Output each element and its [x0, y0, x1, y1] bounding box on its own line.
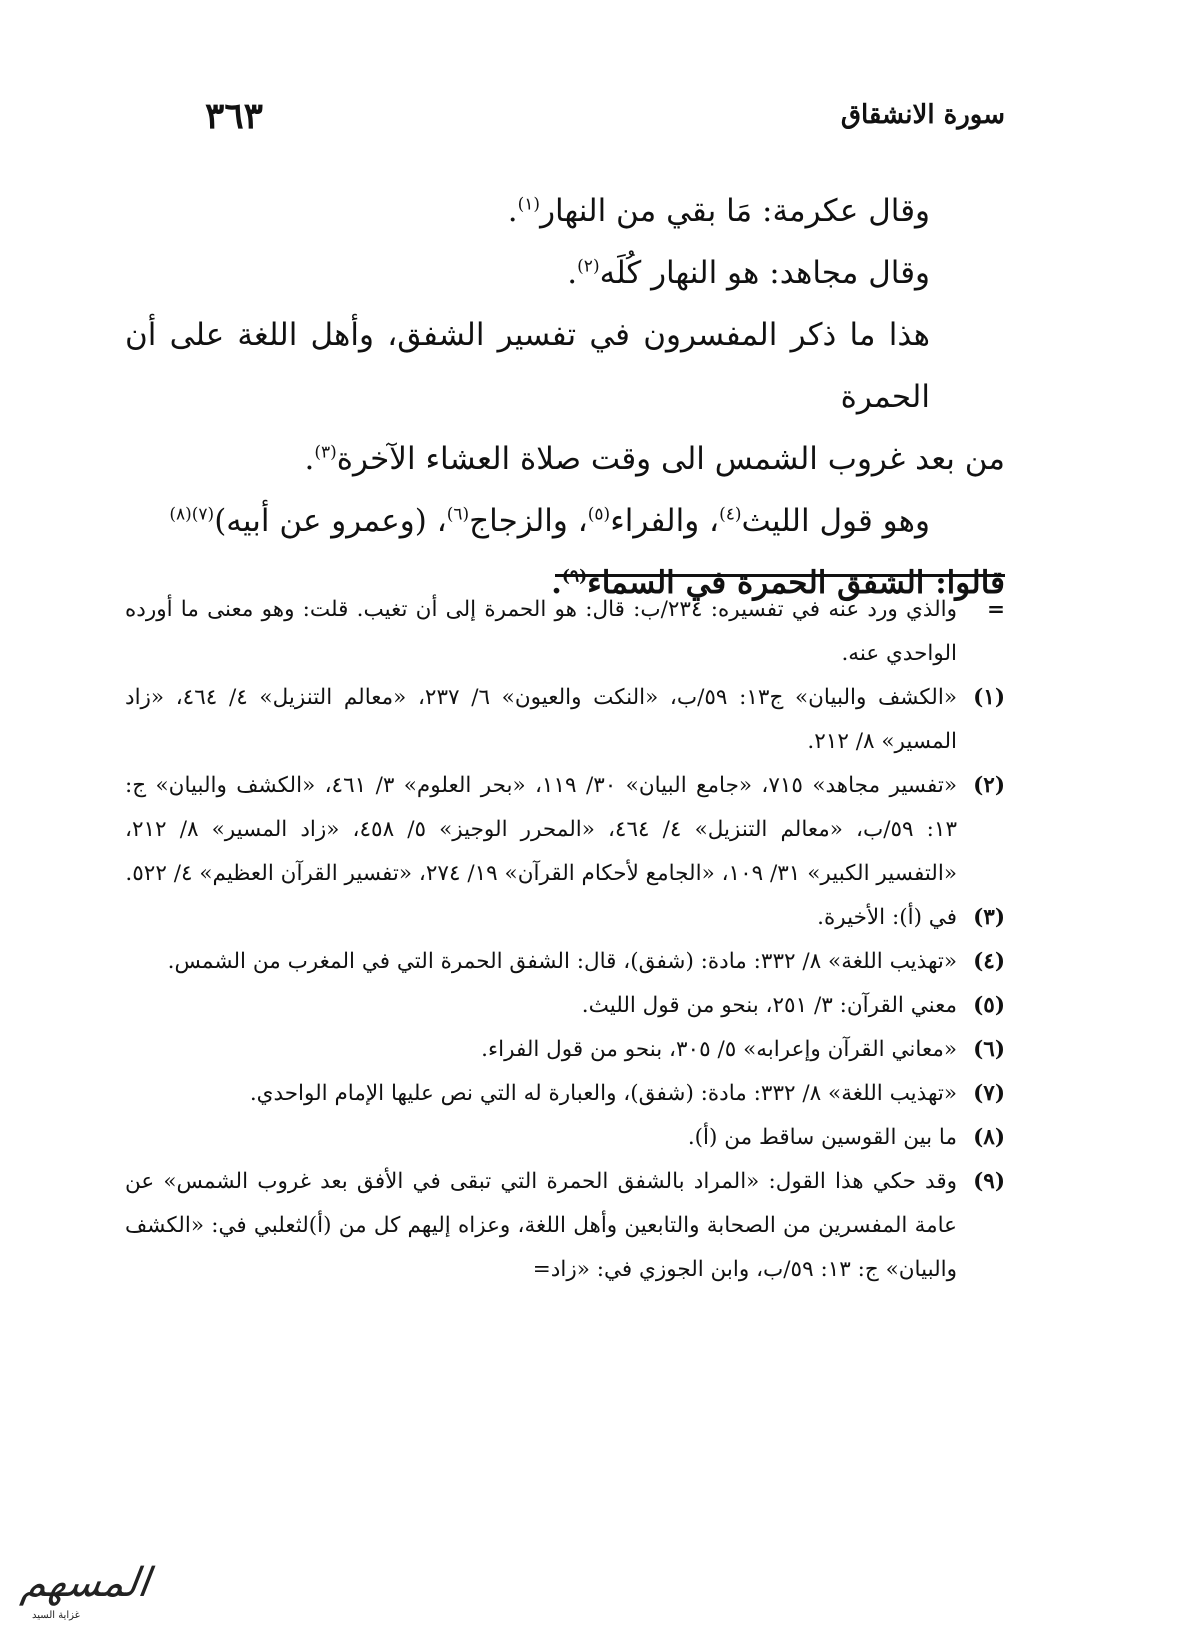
main-line-5-part-d: ، (وعمرو عن أبيه)	[214, 503, 447, 539]
main-line-1	[125, 180, 1005, 242]
footnote-number: (٨)	[973, 1125, 1005, 1150]
footnotes	[125, 588, 1005, 1292]
footnote-text: في (أ): الأخيرة.	[817, 905, 957, 930]
main-line-5-part-b: ، والفراء	[610, 503, 720, 539]
main-line-5	[125, 490, 1005, 552]
main-line-4-end: .	[304, 441, 315, 477]
watermark-logo	[12, 1560, 153, 1630]
footnote-ref-1: (١)	[517, 194, 541, 215]
main-line-2-end: .	[567, 255, 578, 291]
footnote-8	[125, 1116, 1005, 1160]
footnote-number: (٧)	[973, 1081, 1005, 1106]
footnote-text: «الكشف والبيان» ج١٣: ٥٩/ب، «النكت والعيون» ٦/ ٢٣٧، «معالم التنزيل» ٤/ ٤٦٤، «زاد المسير» ٨/ ٢١٢.	[125, 685, 957, 754]
page-header	[205, 95, 1005, 145]
footnote-6	[125, 1028, 1005, 1072]
main-line-1-end: .	[507, 193, 518, 229]
footnote-ref-5: (٥)	[587, 504, 611, 525]
main-line-5-part-c: ، والزجاج	[469, 503, 588, 539]
footnote-text: «تهذيب اللغة» ٨/ ٣٣٢: مادة: (شفق)، قال: الشفق الحمرة التي في المغرب من الشمس.	[167, 949, 957, 974]
footnote-number: (٦)	[973, 1037, 1005, 1062]
main-line-2	[125, 242, 1005, 304]
footnote-3	[125, 896, 1005, 940]
footnote-number: (٢)	[973, 773, 1005, 798]
footnote-number: (٩)	[973, 1169, 1005, 1194]
main-line-6-text: قالوا: الشفق الحمرة في السماء	[587, 565, 1005, 601]
footnote-number: (٤)	[973, 949, 1005, 974]
main-line-1-text: وقال عكرمة: مَا بقي من النهار	[540, 193, 930, 229]
watermark-logo-text: المسهم	[18, 1560, 153, 1606]
footnote-text: وقد حكي هذا القول: «المراد بالشفق الحمرة التي تبقى في الأفق بعد غروب الشمس» عن عامة المفسرين من الصحابة والتابعين وأهل اللغة، وعزاه إليهم كل من (أ)لثعلبي في: «الكشف والبيان» ج: ١٣: ٥٩/ب، وابن الجوزي في: «زاد=	[125, 1169, 957, 1282]
footnote-4	[125, 940, 1005, 984]
footnote-ref-9: (٩)	[561, 566, 588, 587]
footnote-ref-3: (٣)	[314, 442, 337, 463]
footnote-number: (٣)	[973, 905, 1005, 930]
footnote-text: «معاني القرآن وإعرابه» ٥/ ٣٠٥، بنحو من قول الفراء.	[481, 1037, 957, 1062]
main-line-6-end: .	[551, 565, 562, 601]
footnote-ref-2: (٢)	[577, 256, 600, 277]
main-line-3: هذا ما ذكر المفسرون في تفسير الشفق، وأهل اللغة على أن الحمرة	[125, 317, 930, 415]
footnote-text: «تهذيب اللغة» ٨/ ٣٣٢: مادة: (شفق)، والعبارة له التي نص عليها الإمام الواحدي.	[249, 1081, 957, 1106]
main-text	[125, 180, 1005, 614]
footnote-1	[125, 676, 1005, 764]
footnote-ref-7-8: (٧)(٨)	[169, 504, 215, 525]
footnote-continued	[125, 588, 1005, 676]
footnote-text: ما بين القوسين ساقط من (أ).	[687, 1125, 957, 1150]
footnote-text: «تفسير مجاهد» ٧١٥، «جامع البيان» ٣٠/ ١١٩، «بحر العلوم» ٣/ ٤٦١، «الكشف والبيان» ج: ١٣: ٥٩/ب، «معالم التنزيل» ٤/ ٤٦٤، «المحرر الوجيز» ٥/ ٤٥٨، «زاد المسير» ٨/ ٢١٢، «التفسير الكبير» ٣١/ ١٠٩، «الجامع لأحكام القرآن» ١٩/ ٢٧٤، «تفسير القرآن العظيم» ٤/ ٥٢٢.	[125, 773, 957, 886]
footnote-5	[125, 984, 1005, 1028]
main-line-4	[125, 428, 1005, 490]
main-line-5-part-a: وهو قول الليث	[741, 503, 930, 539]
footnote-9	[125, 1160, 1005, 1292]
footnote-number: (١)	[973, 685, 1005, 710]
footnote-text: معني القرآن: ٣/ ٢٥١، بنحو من قول الليث.	[581, 993, 957, 1018]
surah-title: سورة الانشقاق	[840, 100, 1005, 130]
main-line-2-text: وقال مجاهد: هو النهار كُلَه	[599, 255, 930, 291]
footnote-separator	[555, 574, 1005, 577]
footnote-number: (٥)	[973, 993, 1005, 1018]
footnote-2	[125, 764, 1005, 896]
footnote-ref-4: (٤)	[719, 504, 742, 525]
watermark-small-text: غزاية السيد	[32, 1610, 80, 1621]
footnote-ref-6: (٦)	[446, 504, 470, 525]
footnote-7	[125, 1072, 1005, 1116]
main-line-4-text: من بعد غروب الشمس الى وقت صلاة العشاء الآخرة	[336, 441, 1005, 477]
page-number: ٣٦٣	[205, 95, 264, 137]
footnote-number: =	[986, 597, 1005, 622]
footnote-text: والذي ورد عنه في تفسيره: ٢٣٤/ب: قال: هو الحمرة إلى أن تغيب. قلت: وهو معنى ما أورده الواحدي عنه.	[125, 597, 957, 666]
